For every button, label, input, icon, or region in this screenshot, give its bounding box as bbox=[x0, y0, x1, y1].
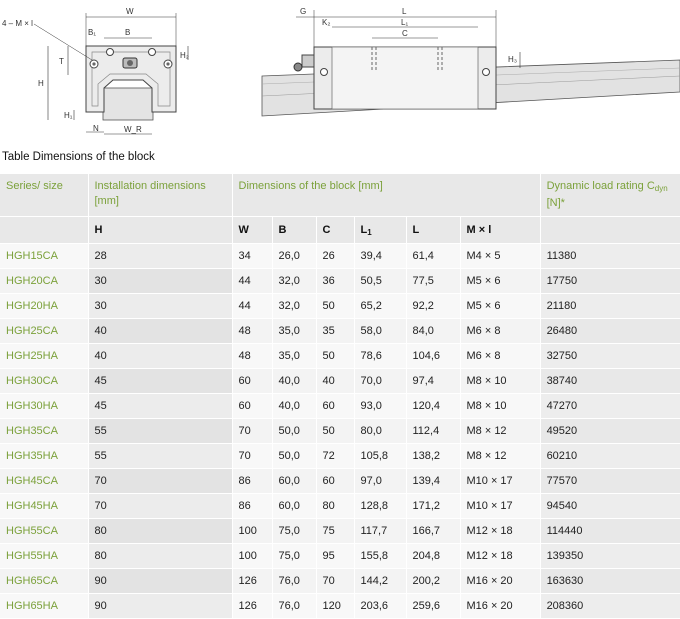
cell-w: 34 bbox=[232, 244, 272, 269]
table-row bbox=[0, 319, 680, 344]
cell-l1: 93,0 bbox=[354, 394, 406, 419]
cell-b: 60,0 bbox=[272, 469, 316, 494]
subheader-Ml: M × l bbox=[460, 217, 540, 244]
cell-ml: M8 × 12 bbox=[460, 444, 540, 469]
cell-h: 55 bbox=[88, 444, 232, 469]
cell-c: 35 bbox=[316, 319, 354, 344]
cell-w: 126 bbox=[232, 594, 272, 619]
dim-label: H bbox=[38, 79, 44, 88]
table-row bbox=[0, 594, 680, 619]
cell-l1: 117,7 bbox=[354, 519, 406, 544]
cell-c: 75 bbox=[316, 519, 354, 544]
cell-series: HGH65CA bbox=[0, 569, 88, 594]
cell-b: 35,0 bbox=[272, 344, 316, 369]
cell-c: 70 bbox=[316, 569, 354, 594]
cell-h: 80 bbox=[88, 519, 232, 544]
table-row bbox=[0, 369, 680, 394]
dim-label: B₁ bbox=[88, 28, 97, 37]
side-view-drawing bbox=[262, 7, 680, 116]
cell-l: 204,8 bbox=[406, 544, 460, 569]
cell-w: 100 bbox=[232, 519, 272, 544]
cell-l: 259,6 bbox=[406, 594, 460, 619]
cell-ml: M12 × 18 bbox=[460, 519, 540, 544]
dim-label: C bbox=[402, 29, 408, 38]
cell-w: 70 bbox=[232, 419, 272, 444]
subheader-blank bbox=[540, 217, 680, 244]
technical-drawing bbox=[0, 0, 680, 148]
subheader-H: H bbox=[88, 217, 232, 244]
table-row bbox=[0, 294, 680, 319]
cell-cdyn: 26480 bbox=[540, 319, 680, 344]
table-row bbox=[0, 244, 680, 269]
cell-l: 97,4 bbox=[406, 369, 460, 394]
cell-w: 44 bbox=[232, 294, 272, 319]
cell-series: HGH55HA bbox=[0, 544, 88, 569]
cell-c: 60 bbox=[316, 394, 354, 419]
cell-l: 84,0 bbox=[406, 319, 460, 344]
cell-h: 40 bbox=[88, 344, 232, 369]
cell-series: HGH20HA bbox=[0, 294, 88, 319]
cell-h: 45 bbox=[88, 394, 232, 419]
cell-c: 80 bbox=[316, 494, 354, 519]
cell-h: 80 bbox=[88, 544, 232, 569]
table-row bbox=[0, 569, 680, 594]
table-caption: Table Dimensions of the block bbox=[2, 151, 155, 163]
cell-ml: M16 × 20 bbox=[460, 594, 540, 619]
cell-l1: 78,6 bbox=[354, 344, 406, 369]
cell-b: 35,0 bbox=[272, 319, 316, 344]
dim-label: H₂ bbox=[180, 51, 189, 60]
cell-series: HGH65HA bbox=[0, 594, 88, 619]
cell-l: 77,5 bbox=[406, 269, 460, 294]
cell-c: 72 bbox=[316, 444, 354, 469]
cell-w: 44 bbox=[232, 269, 272, 294]
cell-l: 166,7 bbox=[406, 519, 460, 544]
dim-label: 4 – M × l bbox=[2, 19, 33, 28]
cell-l: 92,2 bbox=[406, 294, 460, 319]
cell-ml: M16 × 20 bbox=[460, 569, 540, 594]
cell-h: 45 bbox=[88, 369, 232, 394]
cell-c: 120 bbox=[316, 594, 354, 619]
cell-c: 50 bbox=[316, 419, 354, 444]
subheader-blank bbox=[0, 217, 88, 244]
table-row bbox=[0, 494, 680, 519]
table-row bbox=[0, 469, 680, 494]
table-row bbox=[0, 444, 680, 469]
dim-label: W_R bbox=[124, 125, 142, 134]
cell-b: 60,0 bbox=[272, 494, 316, 519]
cell-ml: M10 × 17 bbox=[460, 494, 540, 519]
cell-b: 32,0 bbox=[272, 269, 316, 294]
table-row bbox=[0, 544, 680, 569]
cell-b: 26,0 bbox=[272, 244, 316, 269]
table-header-row bbox=[0, 174, 680, 217]
cell-h: 70 bbox=[88, 494, 232, 519]
dim-label: N bbox=[93, 124, 99, 133]
cell-b: 76,0 bbox=[272, 569, 316, 594]
header-block-dimensions: Dimensions of the block [mm] bbox=[232, 174, 540, 217]
cell-w: 60 bbox=[232, 394, 272, 419]
cell-cdyn: 139350 bbox=[540, 544, 680, 569]
cell-cdyn: 17750 bbox=[540, 269, 680, 294]
cell-l1: 97,0 bbox=[354, 469, 406, 494]
cell-series: HGH25CA bbox=[0, 319, 88, 344]
cell-ml: M12 × 18 bbox=[460, 544, 540, 569]
cell-c: 40 bbox=[316, 369, 354, 394]
cell-cdyn: 38740 bbox=[540, 369, 680, 394]
cell-h: 90 bbox=[88, 569, 232, 594]
table-row bbox=[0, 394, 680, 419]
cell-cdyn: 21180 bbox=[540, 294, 680, 319]
cell-ml: M5 × 6 bbox=[460, 269, 540, 294]
cell-cdyn: 60210 bbox=[540, 444, 680, 469]
cell-w: 48 bbox=[232, 344, 272, 369]
cell-h: 28 bbox=[88, 244, 232, 269]
cell-h: 55 bbox=[88, 419, 232, 444]
table-row bbox=[0, 519, 680, 544]
cell-c: 26 bbox=[316, 244, 354, 269]
subheader-W: W bbox=[232, 217, 272, 244]
cell-b: 50,0 bbox=[272, 419, 316, 444]
cell-ml: M10 × 17 bbox=[460, 469, 540, 494]
cell-ml: M6 × 8 bbox=[460, 344, 540, 369]
cell-b: 50,0 bbox=[272, 444, 316, 469]
cell-cdyn: 94540 bbox=[540, 494, 680, 519]
cell-l1: 65,2 bbox=[354, 294, 406, 319]
cell-series: HGH45CA bbox=[0, 469, 88, 494]
cell-b: 76,0 bbox=[272, 594, 316, 619]
cell-series: HGH25HA bbox=[0, 344, 88, 369]
cell-cdyn: 208360 bbox=[540, 594, 680, 619]
block-dimensions-table bbox=[0, 174, 680, 619]
cell-l1: 80,0 bbox=[354, 419, 406, 444]
cell-series: HGH30HA bbox=[0, 394, 88, 419]
cell-cdyn: 114440 bbox=[540, 519, 680, 544]
cell-c: 50 bbox=[316, 294, 354, 319]
cell-h: 30 bbox=[88, 269, 232, 294]
dim-label: H₁ bbox=[64, 111, 73, 120]
cell-l1: 105,8 bbox=[354, 444, 406, 469]
cell-ml: M5 × 6 bbox=[460, 294, 540, 319]
cell-cdyn: 163630 bbox=[540, 569, 680, 594]
table-row bbox=[0, 269, 680, 294]
header-series: Series/ size bbox=[0, 174, 88, 217]
cell-l1: 203,6 bbox=[354, 594, 406, 619]
cell-l: 120,4 bbox=[406, 394, 460, 419]
header-dynamic-load: Dynamic load rating $C_{dyn}$ [N]* bbox=[540, 174, 680, 217]
cell-w: 70 bbox=[232, 444, 272, 469]
dim-label: B bbox=[125, 28, 131, 37]
cell-l1: 144,2 bbox=[354, 569, 406, 594]
cell-l1: 128,8 bbox=[354, 494, 406, 519]
cell-cdyn: 47270 bbox=[540, 394, 680, 419]
cell-cdyn: 11380 bbox=[540, 244, 680, 269]
dim-label: K₂ bbox=[322, 18, 331, 27]
cell-w: 86 bbox=[232, 469, 272, 494]
dim-label: T bbox=[59, 57, 64, 66]
cell-l: 200,2 bbox=[406, 569, 460, 594]
cell-c: 50 bbox=[316, 344, 354, 369]
cell-series: HGH55CA bbox=[0, 519, 88, 544]
cell-l1: 58,0 bbox=[354, 319, 406, 344]
cell-h: 30 bbox=[88, 294, 232, 319]
cell-l1: 50,5 bbox=[354, 269, 406, 294]
cell-b: 32,0 bbox=[272, 294, 316, 319]
cell-l: 112,4 bbox=[406, 419, 460, 444]
dim-label: L₁ bbox=[401, 18, 409, 27]
cell-cdyn: 32750 bbox=[540, 344, 680, 369]
cell-ml: M6 × 8 bbox=[460, 319, 540, 344]
cell-cdyn: 77570 bbox=[540, 469, 680, 494]
cell-l: 104,6 bbox=[406, 344, 460, 369]
cell-l1: 70,0 bbox=[354, 369, 406, 394]
dim-label: H₃ bbox=[508, 55, 518, 64]
dim-label: L bbox=[402, 7, 407, 16]
cell-c: 95 bbox=[316, 544, 354, 569]
front-view-drawing bbox=[2, 7, 189, 134]
cell-h: 40 bbox=[88, 319, 232, 344]
table-row bbox=[0, 344, 680, 369]
cell-w: 100 bbox=[232, 544, 272, 569]
dim-label: G bbox=[300, 7, 307, 16]
cell-series: HGH15CA bbox=[0, 244, 88, 269]
cell-l1: 39,4 bbox=[354, 244, 406, 269]
cell-b: 40,0 bbox=[272, 369, 316, 394]
subheader-L1: $L_1$ bbox=[354, 217, 406, 244]
cell-b: 40,0 bbox=[272, 394, 316, 419]
cell-b: 75,0 bbox=[272, 519, 316, 544]
cell-b: 75,0 bbox=[272, 544, 316, 569]
cell-l1: 155,8 bbox=[354, 544, 406, 569]
cell-l: 138,2 bbox=[406, 444, 460, 469]
cell-c: 36 bbox=[316, 269, 354, 294]
cell-ml: M8 × 10 bbox=[460, 369, 540, 394]
dim-label: W bbox=[126, 7, 134, 16]
cell-series: HGH35HA bbox=[0, 444, 88, 469]
cell-l: 139,4 bbox=[406, 469, 460, 494]
cell-l: 61,4 bbox=[406, 244, 460, 269]
subheader-L: L bbox=[406, 217, 460, 244]
cell-l: 171,2 bbox=[406, 494, 460, 519]
cell-series: HGH35CA bbox=[0, 419, 88, 444]
table-subheader-row bbox=[0, 217, 680, 244]
cell-series: HGH20CA bbox=[0, 269, 88, 294]
cell-c: 60 bbox=[316, 469, 354, 494]
cell-h: 90 bbox=[88, 594, 232, 619]
cell-w: 60 bbox=[232, 369, 272, 394]
cell-w: 86 bbox=[232, 494, 272, 519]
cell-ml: M8 × 10 bbox=[460, 394, 540, 419]
cell-cdyn: 49520 bbox=[540, 419, 680, 444]
subheader-B: B bbox=[272, 217, 316, 244]
cell-ml: M8 × 12 bbox=[460, 419, 540, 444]
table-row bbox=[0, 419, 680, 444]
cell-series: HGH30CA bbox=[0, 369, 88, 394]
cell-series: HGH45HA bbox=[0, 494, 88, 519]
cell-ml: M4 × 5 bbox=[460, 244, 540, 269]
cell-h: 70 bbox=[88, 469, 232, 494]
cell-w: 126 bbox=[232, 569, 272, 594]
subheader-C: C bbox=[316, 217, 354, 244]
header-installation: Installation dimensions [mm] bbox=[88, 174, 232, 217]
cell-w: 48 bbox=[232, 319, 272, 344]
